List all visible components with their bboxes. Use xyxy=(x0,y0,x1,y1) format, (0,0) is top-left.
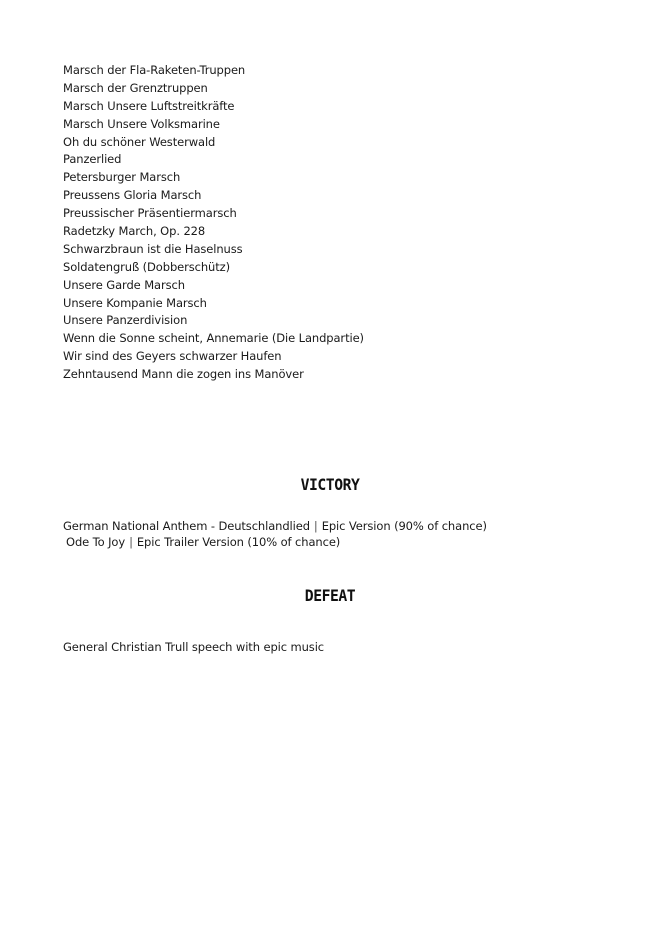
victory-track-primary xyxy=(63,518,487,534)
list-item: Oh du schöner Westerwald xyxy=(63,134,216,149)
list-item: Panzerlied xyxy=(63,152,122,167)
list-item: Preussischer Präsentiermarsch xyxy=(63,206,237,221)
list-item: Unsere Garde Marsch xyxy=(63,277,185,292)
list-item: Marsch Unsere Luftstreitkräfte xyxy=(63,98,235,113)
defeat-heading: DEFEAT xyxy=(304,586,356,605)
list-item: Marsch Unsere Volksmarine xyxy=(63,116,220,131)
list-item: Petersburger Marsch xyxy=(63,170,181,185)
list-item: Preussens Gloria Marsch xyxy=(63,188,202,203)
list-item: Soldatengruß (Dobberschütz) xyxy=(63,259,230,274)
list-item: Unsere Panzerdivision xyxy=(63,313,188,328)
separator: | xyxy=(129,535,133,549)
list-item: Marsch der Grenztruppen xyxy=(63,80,208,95)
list-item: Wir sind des Geyers schwarzer Haufen xyxy=(63,349,282,364)
list-item: Wenn die Sonne scheint, Annemarie (Die Landpartie) xyxy=(63,331,364,346)
separator: | xyxy=(313,519,318,533)
song-list xyxy=(63,62,364,384)
list-item: Unsere Kompanie Marsch xyxy=(63,295,207,310)
list-item: Marsch der Fla-Raketen-Truppen xyxy=(63,63,246,77)
victory-track-secondary xyxy=(66,534,340,550)
victory-heading: VICTORY xyxy=(300,475,360,494)
victory-track-primary-version: Epic Version (90% of chance) xyxy=(321,519,487,533)
defeat-track: General Christian Trull speech with epic music xyxy=(63,640,325,654)
list-item: Schwarzbraun ist die Haselnuss xyxy=(63,241,243,256)
list-item: Zehntausend Mann die zogen ins Manöver xyxy=(63,367,304,382)
victory-track-secondary-song: Ode To Joy xyxy=(66,535,126,549)
list-item: Radetzky March, Op. 228 xyxy=(63,224,206,239)
victory-track-secondary-version: Epic Trailer Version (10% of chance) xyxy=(136,535,341,549)
victory-track-primary-song: German National Anthem - Deutschlandlied xyxy=(63,519,310,533)
